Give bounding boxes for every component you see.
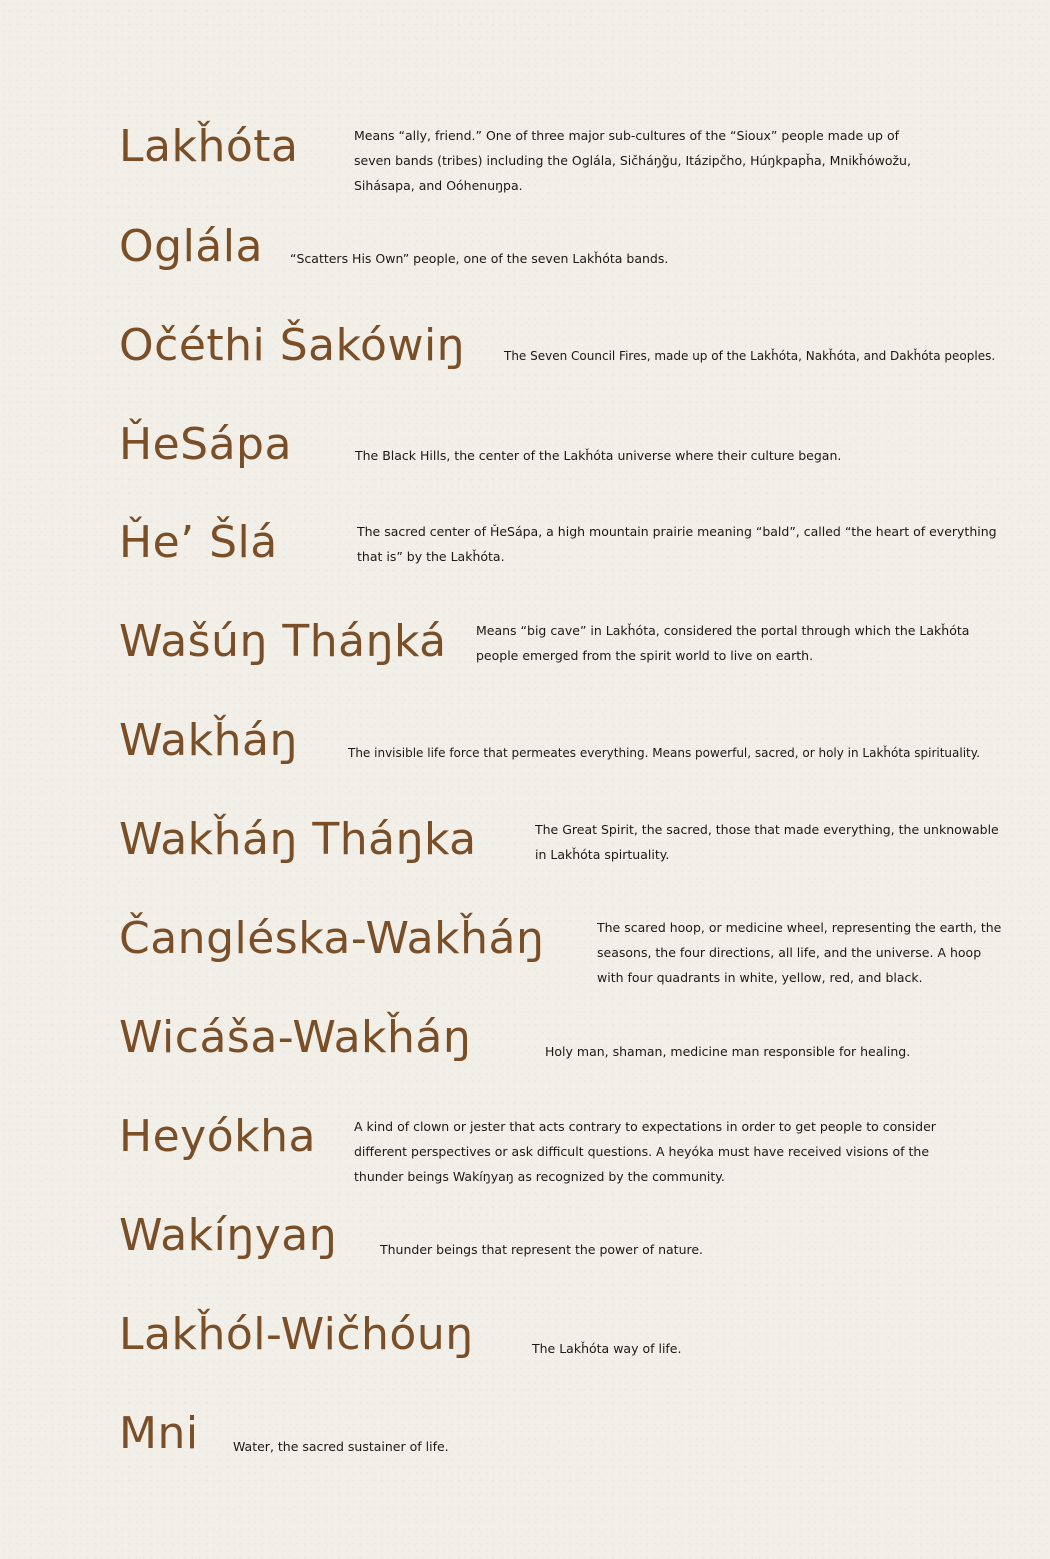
definition: A kind of clown or jester that acts contrary to expectations in order to get people to consider different perspectives or ask difficult questions. A heyóka must have received visions of the thunder beings Wakíŋyaŋ as recognized by the community. xyxy=(354,1119,936,1184)
term: ȞeSápa xyxy=(119,419,292,470)
definition: The Great Spirit, the sacred, those that made everything, the unknowable in Lakȟóta spirtuality. xyxy=(535,822,999,862)
term: Wakíŋyaŋ xyxy=(119,1210,338,1261)
definition: Thunder beings that represent the power of nature. xyxy=(380,1242,704,1257)
definition: The Seven Council Fires, made up of the Lakȟóta, Nakȟóta, and Dakȟóta peoples. xyxy=(504,349,996,363)
term: Ȟe’ Šlá xyxy=(119,517,278,568)
term: Oglála xyxy=(119,221,263,272)
term: Wakȟáŋ Tháŋka xyxy=(119,814,477,865)
definition: The invisible life force that permeates everything. Means powerful, sacred, or holy in Lakȟóta spirituality. xyxy=(348,746,980,760)
definition: The Lakȟóta way of life. xyxy=(532,1341,682,1356)
definition: Holy man, shaman, medicine man responsible for healing. xyxy=(545,1044,911,1059)
term: Wakȟáŋ xyxy=(119,715,298,766)
definition: Water, the sacred sustainer of life. xyxy=(233,1439,449,1454)
definition: The sacred center of ȞeSápa, a high mountain prairie meaning “bald”, called “the heart of everything that is” by the Lakȟóta. xyxy=(357,524,997,564)
term: Wašúŋ Tháŋká xyxy=(119,616,447,667)
definition: Means “big cave” in Lakȟóta, considered the portal through which the Lakȟóta people emerged from the spirit world to live on earth. xyxy=(476,623,970,663)
term: Wicáša-Wakȟáŋ xyxy=(119,1012,472,1063)
term: Mni xyxy=(119,1408,199,1459)
term: Lakȟóta xyxy=(119,121,299,172)
definition: The scared hoop, or medicine wheel, representing the earth, the seasons, the four directions, all life, and the universe. A hoop with four quadrants in white, yellow, red, and black. xyxy=(597,920,1002,985)
term: Heyókha xyxy=(119,1111,316,1162)
definition: “Scatters His Own” people, one of the seven Lakȟóta bands. xyxy=(290,251,669,266)
definition: Means “ally, friend.” One of three major sub-cultures of the “Sioux” people made up of seven bands (tribes) including the Oglála, Sičháŋǧu, Itázipčho, Húŋkpapȟa, Mnikȟówožu, Sihásapa, and Oóhenuŋpa. xyxy=(354,128,911,193)
term: Lakȟól-Wičhóuŋ xyxy=(119,1309,474,1360)
term: Očéthi Šakówiŋ xyxy=(119,320,466,371)
definition: The Black Hills, the center of the Lakȟóta universe where their culture began. xyxy=(355,448,842,463)
term: Čangléska-Wakȟáŋ xyxy=(119,913,545,964)
